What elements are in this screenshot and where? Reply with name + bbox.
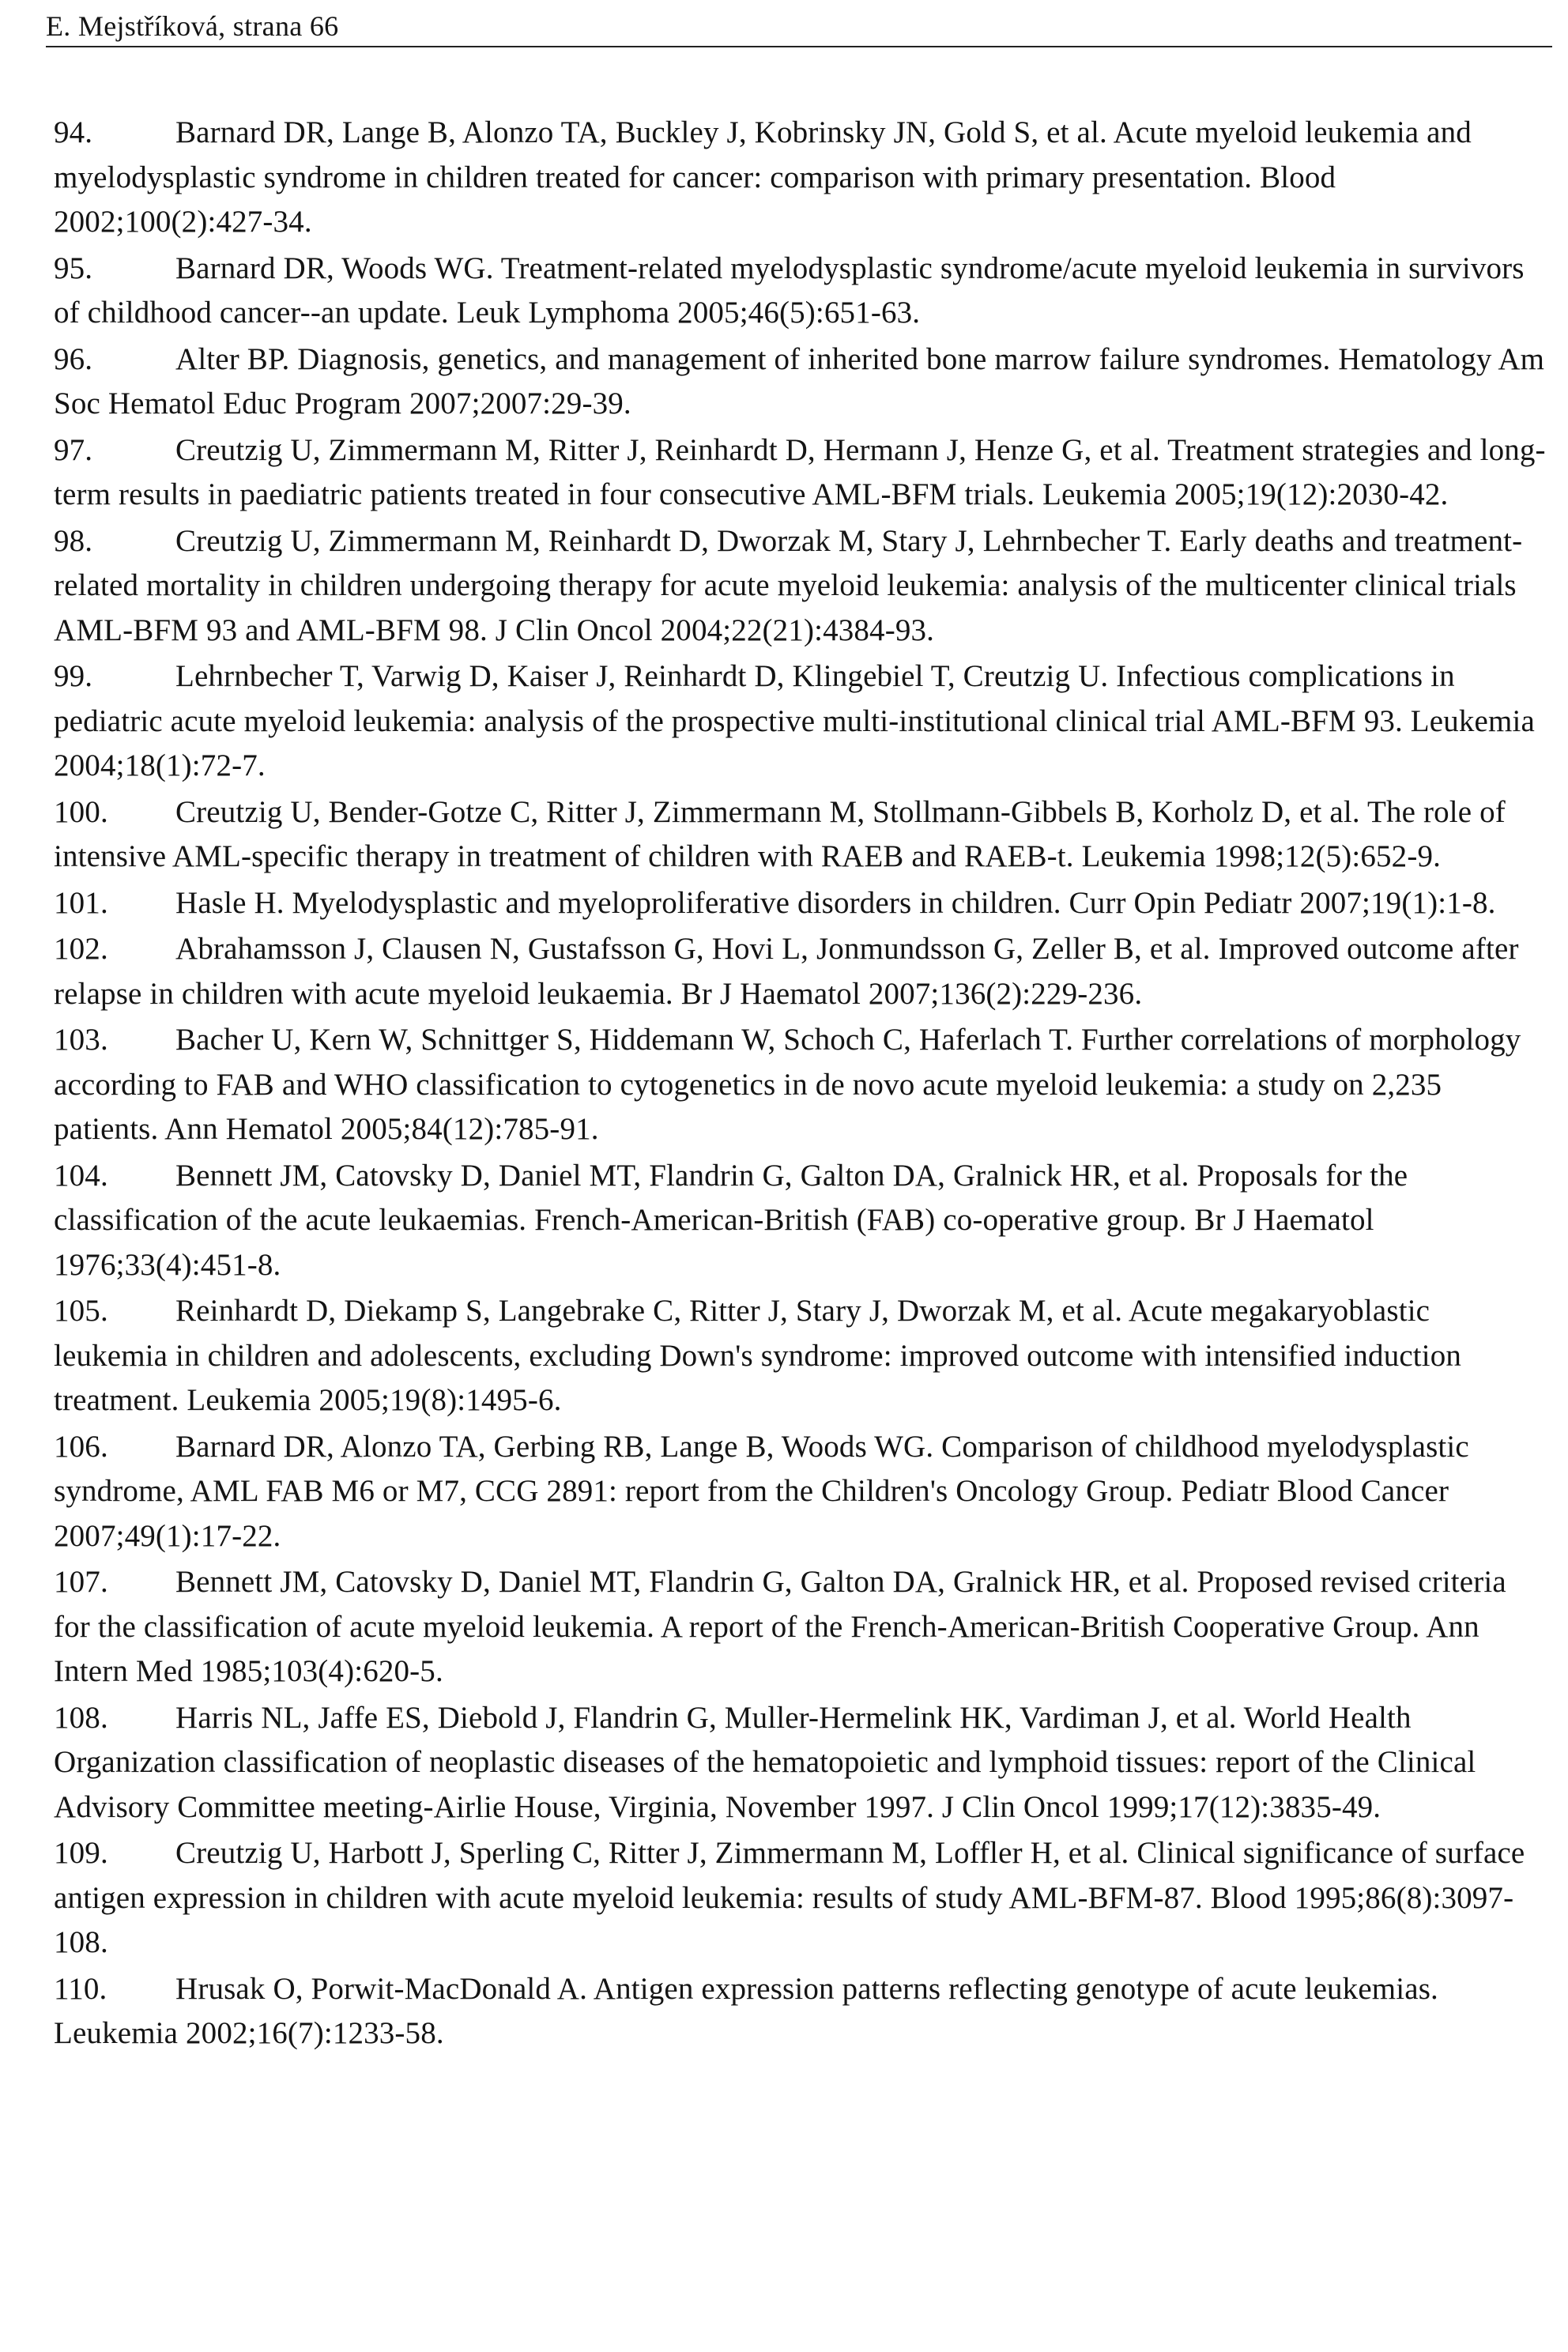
reference-number: 108. [54,1700,108,1735]
reference-item [54,1560,1547,1694]
reference-number: 109. [54,1836,108,1870]
reference-text: Alter BP. Diagnosis, genetics, and management of inherited bone marrow failure syndromes. Hematology Am Soc Hematol Educ Program 2007;2007:29-39. [54,341,1545,420]
reference-item [54,927,1547,1016]
reference-item [54,1831,1547,1966]
reference-text: Creutzig U, Bender-Gotze C, Ritter J, Zimmermann M, Stollmann-Gibbels B, Korholz D, et al. The role of intensive AML-specific therapy in treatment of children with RAEB and RAEB-t. Leukemia 1998;12(5):652-9. [54,794,1506,873]
reference-text: Creutzig U, Zimmermann M, Reinhardt D, Dworzak M, Stary J, Lehrnbecher T. Early deaths and treatment-related mortality in children undergoing therapy for acute myeloid leukemia: analysis of the multicenter clinical trials AML-BFM 93 and AML-BFM 98. J Clin Oncol 2004;22(21):4384-93. [54,523,1523,647]
reference-text: Harris NL, Jaffe ES, Diebold J, Flandrin G, Muller-Hermelink HK, Vardiman J, et al. World Health Organization classification of neoplastic diseases of the hematopoietic and lymphoid tissues: report of the Clinical Advisory Committee meeting-Airlie House, Virginia, November 1997. J Clin Oncol 1999;17(12):3835-49. [54,1700,1476,1824]
reference-number: 94. [54,115,93,149]
reference-number: 104. [54,1158,108,1193]
reference-text: Bennett JM, Catovsky D, Daniel MT, Flandrin G, Galton DA, Gralnick HR, et al. Proposed revised criteria for the classification of acute myeloid leukemia. A report of the French-American-British Cooperative Group. Ann Intern Med 1985;103(4):620-5. [54,1565,1506,1688]
reference-number: 102. [54,932,108,966]
reference-text: Abrahamsson J, Clausen N, Gustafsson G, Hovi L, Jonmundsson G, Zeller B, et al. Improved outcome after relapse in children with acute myeloid leukaemia. Br J Haematol 2007;136(2):229-236. [54,932,1519,1011]
reference-text: Barnard DR, Woods WG. Treatment-related myelodysplastic syndrome/acute myeloid leukemia in survivors of childhood cancer--an update. Leuk Lymphoma 2005;46(5):651-63. [54,251,1525,330]
reference-number: 98. [54,523,93,558]
reference-item [54,1425,1547,1559]
header-rule [46,46,1552,47]
reference-item [54,337,1547,427]
reference-number: 100. [54,794,108,829]
reference-number: 103. [54,1023,108,1057]
reference-item [54,111,1547,245]
reference-item [54,428,1547,518]
reference-text: Bennett JM, Catovsky D, Daniel MT, Flandrin G, Galton DA, Gralnick HR, et al. Proposals for the classification of the acute leukaemias. French-American-British (FAB) co-operative group. Br J Haematol 1976;33(4):451-8. [54,1158,1408,1282]
reference-number: 105. [54,1294,108,1328]
reference-item [54,790,1547,880]
reference-number: 107. [54,1565,108,1599]
reference-item [54,1154,1547,1288]
reference-item [54,1967,1547,2056]
reference-number: 96. [54,341,93,376]
reference-item [54,1018,1547,1152]
reference-number: 110. [54,1971,107,2006]
reference-number: 106. [54,1429,108,1464]
reference-item [54,654,1547,789]
reference-text: Bacher U, Kern W, Schnittger S, Hiddemann W, Schoch C, Haferlach T. Further correlations of morphology according to FAB and WHO classification to cytogenetics in de novo acute myeloid leukemia: a study on 2,235 patients. Ann Hematol 2005;84(12):785-91. [54,1023,1521,1146]
reference-number: 99. [54,659,93,693]
reference-text: Hasle H. Myelodysplastic and myeloproliferative disorders in children. Curr Opin Pediatr 2007;19(1):1-8. [175,885,1496,920]
reference-text: Reinhardt D, Diekamp S, Langebrake C, Ritter J, Stary J, Dworzak M, et al. Acute megakaryoblastic leukemia in children and adolescents, excluding Down's syndrome: improved outcome with intensified induction treatment. Leukemia 2005;19(8):1495-6. [54,1294,1462,1417]
reference-text: Barnard DR, Lange B, Alonzo TA, Buckley J, Kobrinsky JN, Gold S, et al. Acute myeloid leukemia and myelodysplastic syndrome in children treated for cancer: comparison with primary presentation. Blood 2002;100(2):427-34. [54,115,1472,239]
reference-item [54,247,1547,336]
reference-number: 101. [54,885,108,920]
reference-text: Hrusak O, Porwit-MacDonald A. Antigen expression patterns reflecting genotype of acute leukemias. Leukemia 2002;16(7):1233-58. [54,1971,1438,2050]
reference-text: Lehrnbecher T, Varwig D, Kaiser J, Reinhardt D, Klingebiel T, Creutzig U. Infectious complications in pediatric acute myeloid leukemia: analysis of the prospective multi-institutional clinical trial AML-BFM 93. Leukemia 2004;18(1):72-7. [54,659,1535,782]
reference-item [54,881,1547,926]
reference-text: Barnard DR, Alonzo TA, Gerbing RB, Lange B, Woods WG. Comparison of childhood myelodysplastic syndrome, AML FAB M6 or M7, CCG 2891: report from the Children's Oncology Group. Pediatr Blood Cancer 2007;49(1):17-22. [54,1429,1469,1553]
reference-number: 95. [54,251,93,285]
page-header: E. Mejstříková, strana 66 [46,10,339,42]
reference-item [54,1696,1547,1830]
reference-text: Creutzig U, Zimmermann M, Ritter J, Reinhardt D, Hermann J, Henze G, et al. Treatment strategies and long-term results in paediatric patients treated in four consecutive AML-BFM trials. Leukemia 2005;19(12):2030-42. [54,432,1546,511]
reference-number: 97. [54,432,93,467]
reference-item [54,519,1547,654]
reference-list [54,111,1547,2058]
reference-text: Creutzig U, Harbott J, Sperling C, Ritter J, Zimmermann M, Loffler H, et al. Clinical significance of surface antigen expression in children with acute myeloid leukemia: results of study AML-BFM-87. Blood 1995;86(8):3097-108. [54,1836,1525,1959]
reference-item [54,1289,1547,1423]
